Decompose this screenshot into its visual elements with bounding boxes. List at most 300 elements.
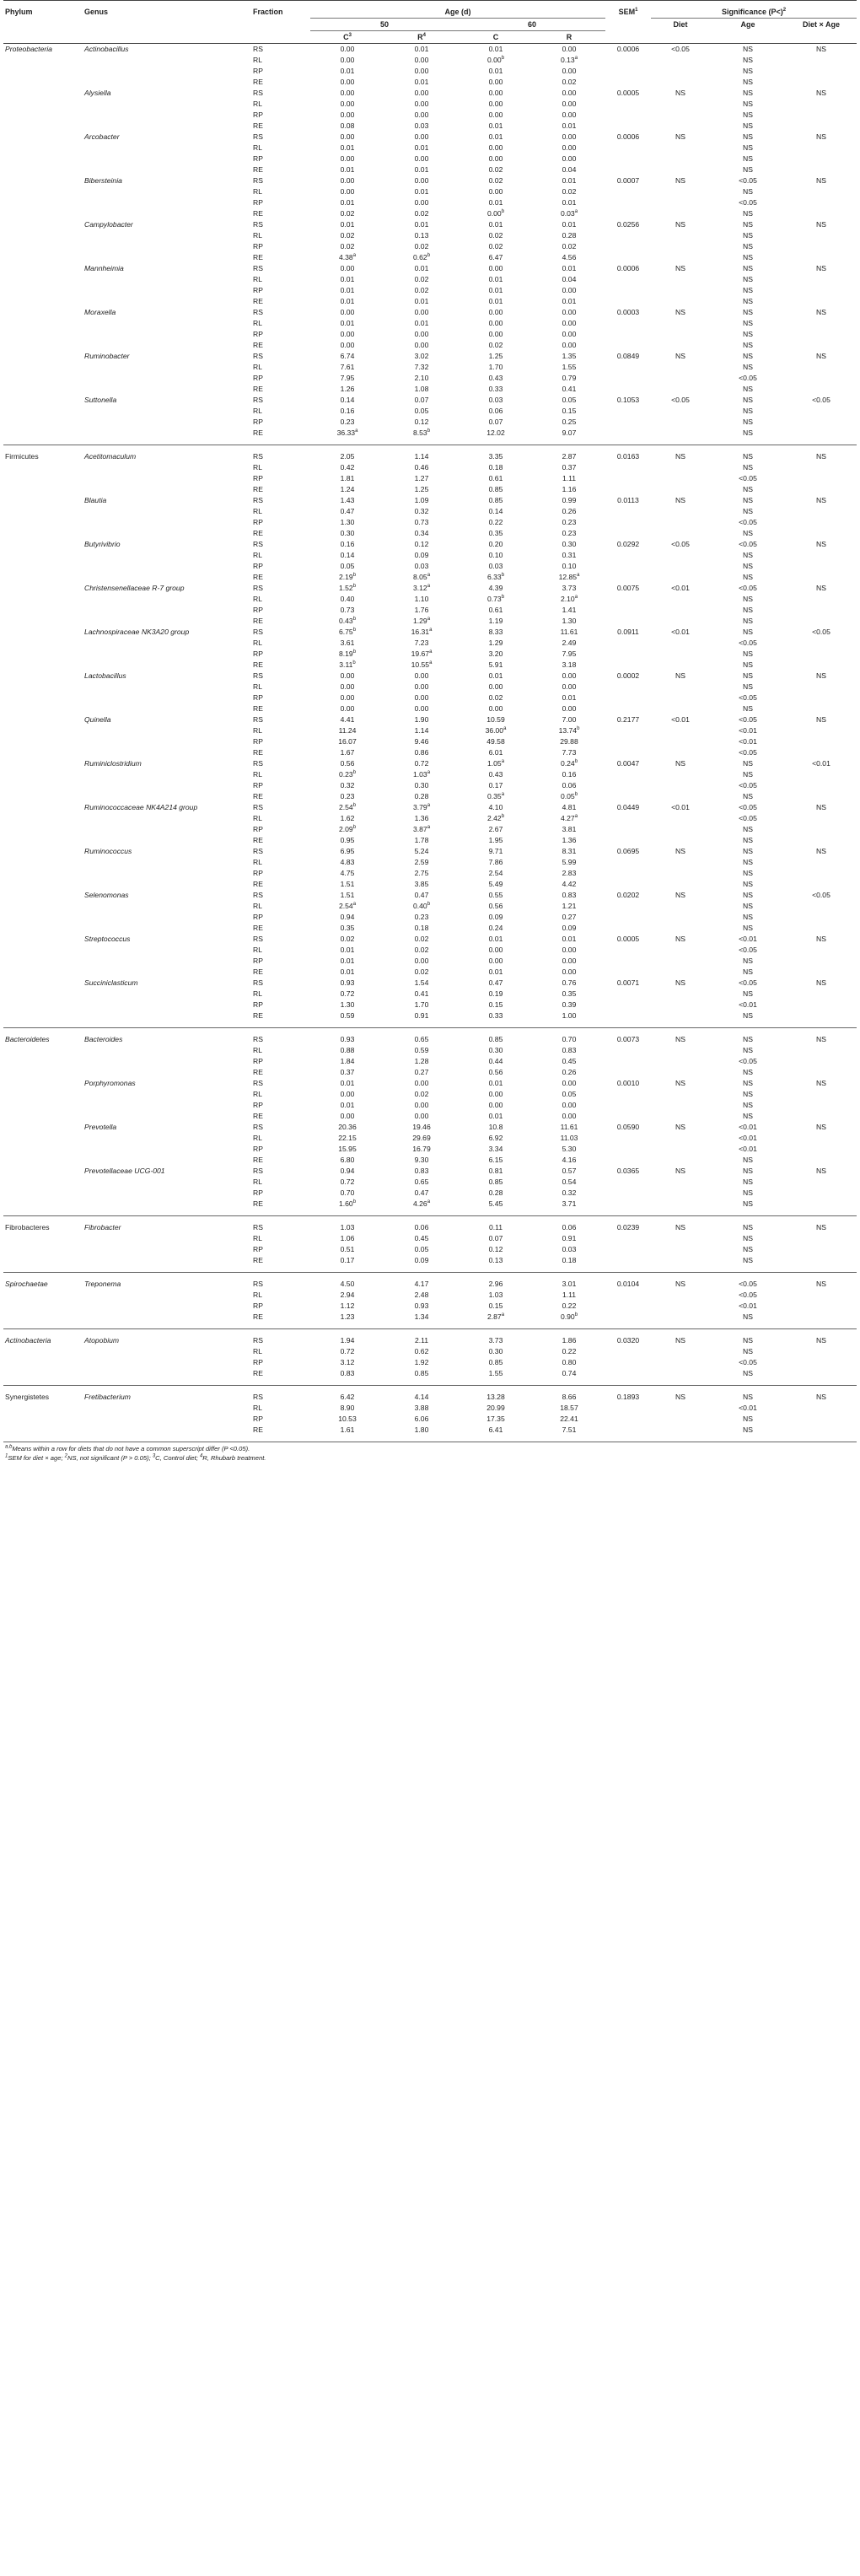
phylum-cell: Actinobacteria [5, 1336, 51, 1345]
value-cell: 1.00 [533, 1010, 605, 1028]
diet-sig-cell: NS [675, 352, 685, 360]
sem-cell [605, 1000, 651, 1010]
value-cell: 0.02 [562, 187, 577, 196]
age-sig-cell: NS [743, 319, 753, 327]
value-cell: 11.61 [560, 1123, 578, 1131]
value-cell: 0.30 [488, 1046, 503, 1054]
diet-sig-cell [651, 605, 710, 616]
genus-cell [83, 362, 251, 373]
table-row [3, 252, 857, 263]
value-cell: 0.32 [414, 507, 429, 515]
sem-cell [605, 186, 651, 197]
sem-cell [605, 1177, 651, 1188]
value-cell: 4.16 [562, 1156, 577, 1164]
diet-x-age-sig-cell [786, 616, 857, 627]
value-cell: 0.00 [488, 110, 503, 119]
value-cell: 1.36 [562, 836, 577, 844]
value-cell: 0.00 [414, 67, 429, 75]
age-sig-cell: <0.05 [739, 693, 757, 702]
genus-cell: Lachnospiraceae NK3A20 group [84, 628, 190, 636]
value-cell: 5.45 [459, 1199, 533, 1216]
value-cell: 4.75 [340, 869, 355, 877]
value-cell: 0.28 [562, 231, 577, 240]
age-sig-cell: NS [743, 110, 753, 119]
table-row [3, 879, 857, 890]
table-row [3, 1244, 857, 1255]
value-cell: 0.72 [340, 1178, 355, 1186]
fraction-cell: RS [253, 264, 263, 272]
phylum-cell [3, 539, 83, 550]
value-cell: 0.00 [340, 682, 355, 691]
value-cell: 16.79 [412, 1145, 431, 1153]
value-cell: 7.73 [562, 748, 577, 757]
diet-sig-cell: NS [675, 1167, 685, 1175]
genus-cell: Ruminococcaceae NK4A214 group [84, 803, 198, 811]
value-cell: 0.30 [562, 540, 577, 548]
diet-sig-cell: NS [675, 452, 685, 461]
fraction-cell: RE [253, 385, 263, 393]
table-row [3, 1144, 857, 1155]
diet-x-age-sig-cell [786, 879, 857, 890]
value-cell: 0.00 [414, 957, 429, 965]
table-row [3, 110, 857, 121]
value-cell: 0.62$^b$ [412, 253, 431, 261]
diet-x-age-sig-cell [786, 561, 857, 572]
diet-sig-cell [651, 296, 710, 307]
table-row [3, 1386, 857, 1404]
diet-sig-cell [651, 329, 710, 340]
diet-sig-cell [651, 1403, 710, 1414]
fraction-cell: RS [253, 89, 263, 97]
value-cell: 0.88 [340, 1046, 355, 1054]
sem-cell [605, 1346, 651, 1357]
age-sig-cell: NS [743, 1090, 753, 1098]
value-cell: 0.43 [488, 770, 503, 779]
value-cell: 0.00 [340, 693, 355, 702]
value-cell: 0.00 [488, 308, 503, 316]
diet-x-age-sig-cell: NS [816, 1167, 826, 1175]
value-cell: 0.02 [488, 165, 503, 174]
sem-cell [605, 296, 651, 307]
genus-cell [83, 121, 251, 132]
value-cell: 1.14 [414, 452, 429, 461]
genus-cell: Campylobacter [84, 220, 133, 229]
value-cell: 0.07 [488, 1234, 503, 1242]
table-row [3, 506, 857, 517]
table-row [3, 230, 857, 241]
age-sig-cell: NS [743, 1068, 753, 1076]
value-cell: 0.01 [488, 275, 503, 283]
table-row [3, 824, 857, 835]
value-cell: 1.67 [340, 748, 355, 757]
value-cell: 0.30 [340, 529, 355, 537]
age-sig-cell: NS [710, 1312, 786, 1329]
sem-cell [605, 572, 651, 583]
value-cell: 3.12$^a$ [412, 584, 431, 592]
table-row [3, 1357, 857, 1368]
genus-cell [83, 868, 251, 879]
fraction-cell: RP [253, 474, 263, 482]
value-cell: 10.55$^a$ [411, 660, 433, 669]
fraction-cell: RP [253, 67, 263, 75]
phylum-cell [3, 1199, 83, 1216]
value-cell: 7.61 [340, 363, 355, 371]
value-cell: 0.23 [562, 529, 577, 537]
sem-cell [605, 616, 651, 627]
value-cell: 1.12 [340, 1301, 355, 1310]
table-row [3, 682, 857, 693]
diet-x-age-sig-cell [786, 572, 857, 583]
value-cell: 2.54$^b$ [338, 803, 357, 811]
sem-cell: 0.1893 [616, 1393, 640, 1401]
phylum-cell [3, 362, 83, 373]
value-cell: 0.94 [340, 1167, 355, 1175]
diet-x-age-sig-cell: NS [816, 45, 826, 53]
genus-cell [83, 1425, 251, 1442]
diet-x-age-sig-cell [786, 923, 857, 934]
table-row [3, 660, 857, 671]
diet-x-age-sig-cell [786, 1010, 857, 1028]
fraction-cell: RE [251, 1255, 310, 1273]
value-cell: 3.01 [562, 1280, 577, 1288]
value-cell: 4.38$^a$ [338, 253, 357, 261]
age-sig-cell: NS [743, 529, 753, 537]
diet-sig-cell: NS [675, 759, 685, 768]
fraction-cell: RE [253, 209, 263, 218]
value-cell: 6.80 [340, 1156, 355, 1164]
diet-sig-cell [651, 473, 710, 484]
value-cell: 0.06 [562, 781, 577, 790]
value-cell: 0.73$^b$ [486, 595, 505, 603]
value-cell: 4.50 [340, 1280, 355, 1288]
age-sig-cell: NS [743, 286, 753, 294]
phylum-cell [3, 1144, 83, 1155]
diet-x-age-sig-cell [786, 285, 857, 296]
value-cell: 4.17 [414, 1280, 429, 1288]
value-cell: 0.01 [488, 967, 503, 976]
genus-cell [83, 1144, 251, 1155]
table-row [3, 736, 857, 747]
diet-sig-cell [651, 1000, 710, 1010]
sem-cell [605, 956, 651, 967]
value-cell: 0.02 [414, 242, 429, 251]
value-cell: 0.86 [414, 748, 429, 757]
table-row [3, 197, 857, 208]
value-cell: 0.14 [340, 551, 355, 559]
age-sig-cell: NS [743, 143, 753, 152]
table-row [3, 791, 857, 802]
value-cell: 1.19 [488, 617, 503, 625]
table-row [3, 121, 857, 132]
age-sig-cell: <0.05 [739, 814, 757, 822]
fraction-cell: RE [253, 836, 263, 844]
diet-x-age-sig-cell [786, 857, 857, 868]
genus-cell [83, 550, 251, 561]
diet-x-age-sig-cell [786, 660, 857, 671]
table-row [3, 747, 857, 758]
phylum-cell [3, 912, 83, 923]
sem-cell [605, 1403, 651, 1414]
value-cell: 0.65 [414, 1035, 429, 1043]
genus-cell [83, 901, 251, 912]
diet-sig-cell [651, 967, 710, 978]
diet-sig-cell [651, 462, 710, 473]
value-cell: 0.00 [340, 110, 355, 119]
diet-x-age-sig-cell [786, 912, 857, 923]
sem-cell: 0.0005 [616, 89, 640, 97]
value-cell: 0.62 [414, 1347, 429, 1355]
value-cell: 0.00 [562, 1079, 577, 1087]
phylum-cell [3, 616, 83, 627]
phylum-cell [3, 506, 83, 517]
table-row [3, 1067, 857, 1078]
age-sig-cell: NS [743, 1245, 753, 1253]
value-cell: 0.06 [562, 1223, 577, 1231]
fraction-cell: RS [253, 220, 263, 229]
table-row [3, 88, 857, 99]
header-age-significance: Age [740, 20, 755, 29]
genus-cell [83, 285, 251, 296]
diet-x-age-sig-cell [786, 605, 857, 616]
genus-cell [83, 99, 251, 110]
diet-sig-cell [651, 1089, 710, 1100]
value-cell: 0.02 [488, 176, 503, 185]
diet-sig-cell: NS [675, 308, 685, 316]
value-cell: 0.00 [414, 89, 429, 97]
diet-sig-cell [651, 1414, 710, 1425]
value-cell: 0.00 [562, 110, 577, 119]
table-row [3, 923, 857, 934]
fraction-cell: RE [253, 485, 263, 493]
phylum-cell [3, 517, 83, 528]
value-cell: 0.01 [340, 967, 355, 976]
sem-cell [605, 473, 651, 484]
value-cell: 1.55 [459, 1368, 533, 1386]
diet-sig-cell [651, 373, 710, 384]
value-cell: 0.09 [562, 924, 577, 932]
value-cell: 2.75 [414, 869, 429, 877]
value-cell: 2.54 [488, 869, 503, 877]
diet-sig-cell [651, 747, 710, 758]
age-sig-cell: NS [743, 496, 753, 504]
table-row [3, 406, 857, 417]
value-cell: 9.71 [488, 847, 503, 855]
value-cell: 16.31$^a$ [411, 628, 433, 636]
table-row [3, 1155, 857, 1166]
value-cell: 2.83 [562, 869, 577, 877]
diet-sig-cell [651, 572, 710, 583]
diet-x-age-sig-cell [786, 901, 857, 912]
fraction-cell: RP [253, 781, 263, 790]
diet-x-age-sig-cell [786, 1425, 857, 1442]
value-cell: 0.30 [488, 1347, 503, 1355]
diet-sig-cell: NS [675, 1336, 685, 1345]
fraction-cell: RS [253, 1167, 263, 1175]
table-row [3, 857, 857, 868]
fraction-cell: RE [253, 1068, 263, 1076]
diet-x-age-sig-cell [786, 1301, 857, 1312]
genus-cell: Bacteroides [84, 1035, 123, 1043]
value-cell: 0.94 [340, 913, 355, 921]
genus-cell [83, 956, 251, 967]
phylum-cell [3, 1133, 83, 1144]
diet-x-age-sig-cell [786, 417, 857, 428]
sem-cell [605, 77, 651, 88]
fraction-cell: RL [253, 946, 262, 954]
sem-cell [605, 868, 651, 879]
table-row [3, 780, 857, 791]
diet-sig-cell: <0.05 [671, 396, 690, 404]
fraction-cell: RE [253, 253, 263, 261]
value-cell: 0.51 [340, 1245, 355, 1253]
value-cell: 4.10 [488, 803, 503, 811]
sem-cell [605, 1357, 651, 1368]
value-cell: 0.79 [562, 374, 577, 382]
value-cell: 0.01 [562, 297, 577, 305]
value-cell: 0.16 [340, 407, 355, 415]
value-cell: 12.02 [459, 428, 533, 445]
phylum-cell [3, 296, 83, 307]
table-row [3, 307, 857, 318]
phylum-cell [3, 428, 83, 445]
fraction-cell: RE [253, 121, 263, 130]
diet-x-age-sig-cell [786, 121, 857, 132]
value-cell: 36.33$^a$ [310, 428, 384, 445]
value-cell: 1.54 [414, 978, 429, 987]
age-sig-cell: <0.01 [739, 726, 757, 735]
genus-cell [83, 1089, 251, 1100]
phylum-cell [3, 1155, 83, 1166]
value-cell: 0.01 [340, 1079, 355, 1087]
value-cell: 7.86 [488, 858, 503, 866]
genus-cell [83, 66, 251, 77]
value-cell: 0.18 [533, 1255, 605, 1273]
genus-cell [83, 506, 251, 517]
fraction-cell: RE [253, 297, 263, 305]
phylum-cell [3, 846, 83, 857]
diet-x-age-sig-cell [786, 252, 857, 263]
phylum-cell [3, 132, 83, 143]
value-cell: 0.11 [488, 1223, 503, 1231]
phylum-cell [3, 747, 83, 758]
value-cell: 0.01 [340, 220, 355, 229]
value-cell: 0.06 [488, 407, 503, 415]
diet-sig-cell [651, 1133, 710, 1144]
header-r50: $R^4$ [384, 31, 459, 44]
diet-x-age-sig-cell [786, 55, 857, 66]
phylum-cell [3, 241, 83, 252]
value-cell: 0.00 [562, 308, 577, 316]
value-cell: 9.07 [533, 428, 605, 445]
value-cell: 0.00 [562, 946, 577, 954]
diet-x-age-sig-cell [786, 703, 857, 714]
value-cell: 0.23 [340, 792, 355, 800]
value-cell: 0.01 [488, 286, 503, 294]
value-cell: 3.35 [488, 452, 503, 461]
age-sig-cell: <0.01 [739, 1301, 757, 1310]
genus-cell [83, 1045, 251, 1056]
fraction-cell: RP [253, 286, 263, 294]
table-row [3, 484, 857, 495]
sem-cell: 0.0002 [616, 671, 640, 680]
age-sig-cell: <0.05 [739, 176, 757, 185]
diet-x-age-sig-cell [786, 989, 857, 1000]
diet-x-age-sig-cell [786, 110, 857, 121]
age-sig-cell: NS [743, 396, 753, 404]
value-cell: 1.11 [562, 1291, 577, 1299]
phylum-cell [3, 725, 83, 736]
genus-cell [83, 462, 251, 473]
fraction-cell: RL [253, 639, 262, 647]
phylum-cell [3, 186, 83, 197]
value-cell: 1.03 [488, 1291, 503, 1299]
value-cell: 0.00 [414, 198, 429, 207]
value-cell: 0.76 [562, 978, 577, 987]
value-cell: 0.05 [414, 1245, 429, 1253]
sem-cell [605, 285, 651, 296]
value-cell: 6.74 [340, 352, 355, 360]
fraction-cell: RL [253, 463, 262, 472]
value-cell: 10.59 [486, 715, 505, 724]
phylum-cell [3, 307, 83, 318]
value-cell: 3.18 [562, 660, 577, 669]
genus-cell [83, 1067, 251, 1078]
value-cell: 0.85 [488, 496, 503, 504]
phylum-cell [3, 1089, 83, 1100]
value-cell: 0.00 [340, 132, 355, 141]
diet-x-age-sig-cell [786, 318, 857, 329]
value-cell: 3.71 [533, 1199, 605, 1216]
genus-cell [83, 660, 251, 671]
fraction-cell: RE [251, 1199, 310, 1216]
sem-cell [605, 428, 651, 445]
phylum-cell [3, 802, 83, 813]
genus-cell [83, 605, 251, 616]
sem-cell: 0.0256 [616, 220, 640, 229]
table-row [3, 99, 857, 110]
table-row [3, 956, 857, 967]
table-row [3, 989, 857, 1000]
data-table [3, 0, 857, 1442]
diet-sig-cell [651, 66, 710, 77]
value-cell: 0.13$^a$ [560, 56, 578, 64]
phylum-cell [3, 1346, 83, 1357]
value-cell: 1.29 [488, 639, 503, 647]
table-row [3, 1111, 857, 1122]
genus-cell [83, 682, 251, 693]
value-cell: 0.27 [562, 913, 577, 921]
fraction-cell: RS [253, 803, 263, 811]
table-row [3, 1346, 857, 1357]
sem-cell [605, 769, 651, 780]
value-cell: 0.35 [340, 924, 355, 932]
fraction-cell: RL [253, 56, 262, 64]
value-cell: 0.23 [562, 518, 577, 526]
table-row [3, 154, 857, 164]
genus-cell [83, 186, 251, 197]
value-cell: 1.78 [414, 836, 429, 844]
diet-x-age-sig-cell [786, 77, 857, 88]
value-cell: 1.21 [562, 902, 577, 910]
phylum-cell [3, 736, 83, 747]
table-row [3, 417, 857, 428]
value-cell: 1.06 [340, 1234, 355, 1242]
fraction-cell: RS [253, 628, 263, 636]
value-cell: 13.28 [486, 1393, 505, 1401]
genus-cell [83, 1188, 251, 1199]
age-sig-cell: NS [743, 78, 753, 86]
phylum-cell [3, 351, 83, 362]
